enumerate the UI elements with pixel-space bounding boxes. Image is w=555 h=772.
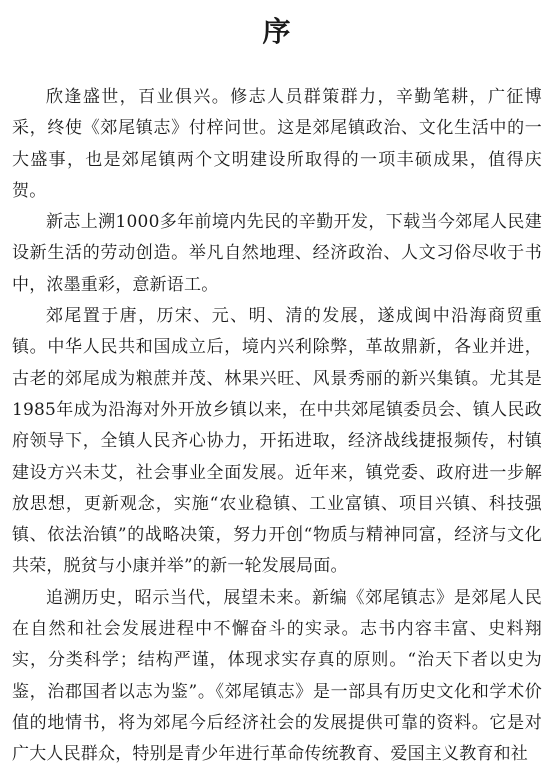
paragraph-1: 欣逢盛世，百业俱兴。修志人员群策群力，辛勤笔耕，广征博采，终使《郊尾镇志》付梓问世。这是郊尾镇政治、文化生活中的一大盛事，也是郊尾镇两个文明建设所取得的一项丰硕成果，值得庆贺。 xyxy=(12,87,542,201)
page-title: 序 xyxy=(262,15,293,48)
paragraph-4: 追溯历史，昭示当代，展望未来。新编《郊尾镇志》是郊尾人民在自然和社会发展进程中不懈奋斗的实录。志书内容丰富、史料翔实，分类科学；结构严谨，体现求实存真的原则。“治天下者以史为鉴，治郡国者以志为鉴”。《郊尾镇志》是一部具有历史文化和学术价值的地情书，将为郊尾今后经济社会的发展提供可靠的资料。它是对广大人民群众，特别是青少年进行革命传统教育、爱国主义教育和社 xyxy=(12,587,542,765)
preface-body xyxy=(12,82,542,771)
paragraph-2: 新志上溯1000多年前境内先民的辛勤开发，下载当今郊尾人民建设新生活的劳动创造。举凡自然地理、经济政治、人文习俗尽收于书中，浓墨重彩，意新语工。 xyxy=(12,212,542,295)
paragraph-3: 郊尾置于唐，历宋、元、明、清的发展，遂成闽中沿海商贸重镇。中华人民共和国成立后，境内兴利除弊，革故鼎新，各业并进，古老的郊尾成为粮蔗并茂、林果兴旺、风景秀丽的新兴集镇。尤其是1985年成为沿海对外开放乡镇以来，在中共郊尾镇委员会、镇人民政府领导下，全镇人民齐心协力，开拓进取，经济战线捷报频传，村镇建设方兴未艾，社会事业全面发展。近年来，镇党委、政府进一步解放思想，更新观念，实施“农业稳镇、工业富镇、项目兴镇、科技强镇、依法治镇”的战略决策，努力开创“物质与精神同富，经济与文化共荣，脱贫与小康并举”的新一轮发展局面。 xyxy=(12,306,542,577)
